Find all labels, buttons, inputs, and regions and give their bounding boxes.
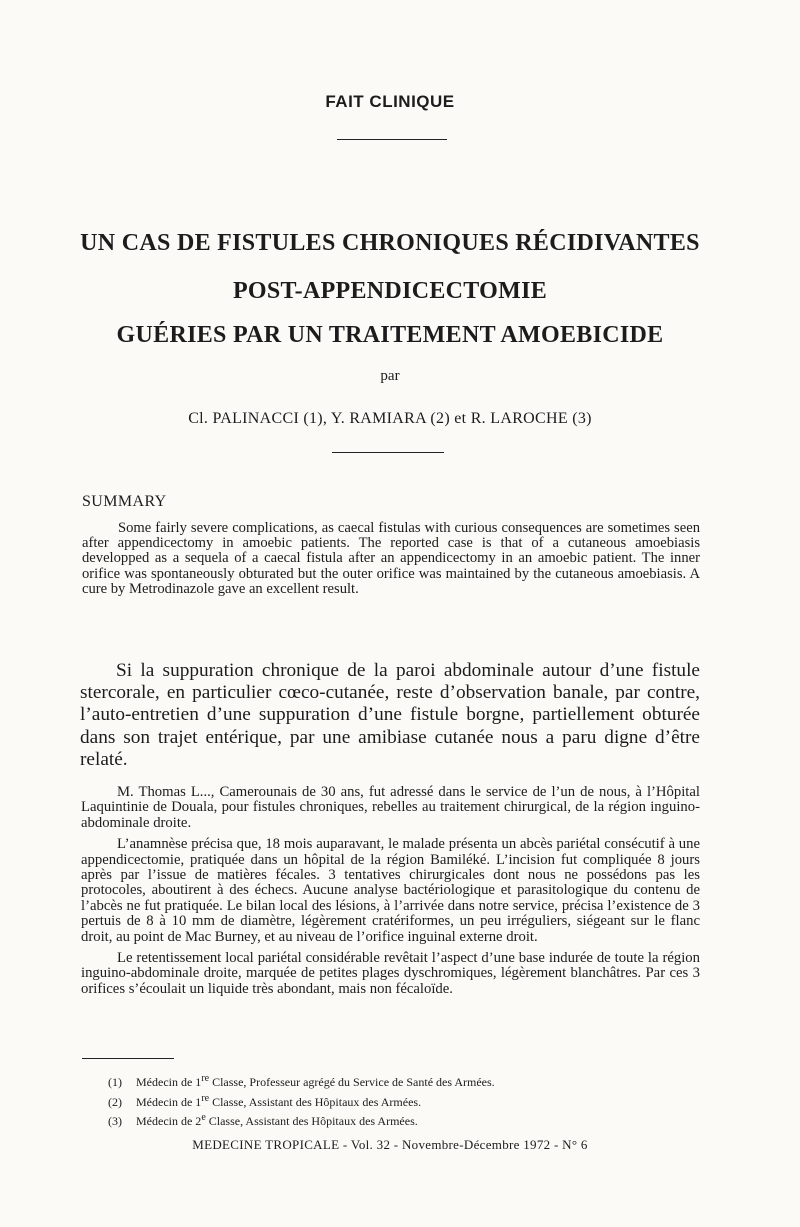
author-list: Cl. PALINACCI (1), Y. RAMIARA (2) et R. LAROCHE (3) xyxy=(188,410,592,427)
authors-divider xyxy=(332,452,444,453)
article-title-line-2: POST-APPENDICECTOMIE xyxy=(232,278,548,304)
article-title-line-1: UN CAS DE FISTULES CHRONIQUES RÉCIDIVANTES xyxy=(80,230,700,256)
journal-footer: MEDECINE TROPICALE - Vol. 32 - Novembre-Décembre 1972 - N° 6 xyxy=(192,1137,588,1152)
title-divider-top xyxy=(337,139,447,140)
footnotes xyxy=(108,1071,708,1130)
footnote-item xyxy=(108,1071,708,1091)
footnote-text: Médecin de 1 xyxy=(136,1094,202,1109)
footnote-text: Médecin de 1 xyxy=(136,1075,202,1089)
summary-paragraph: Some fairly severe complications, as caecal fistulas with curious consequences are sometimes seen after appendicectomy in amoebic patients. The reported case is that of a cutaneous amoebiasis developped as a sequela of a caecal fistula after an appendicectomy in an amoebic patient. The inner orifice was spontaneously obturated but the outer orifice was maintained by the cutaneous amoebiasis. A cure by Metrodinazole gave an excellent result. xyxy=(82,520,700,597)
footnote-number: (3) xyxy=(108,1114,122,1128)
footnote-superscript: e xyxy=(201,1112,206,1123)
intro-paragraph: Si la suppuration chronique de la paroi abdominale autour d’une fistule stercorale, en particulier cœco-cutanée, reste d’observation banale, par contre, l’auto-entretien d’une suppuration d’une fistule borgne, partiellement obturée dans son trajet entérique, par une amibiase cutanée nous a paru digne d’être relaté. xyxy=(80,660,700,770)
footnote-text: Classe, Professeur agrégé du Service de Santé des Armées. xyxy=(209,1075,495,1089)
body-paragraph: Le retentissement local pariétal considérable revêtait l’aspect d’une base indurée de toute la région inguino-abdominale droite, marquée de petites plages dyschromiques, légèrement blanchâtres. Par ces 3 orifices s’écoulait un liquide très abondant, mais non fécaloïde. xyxy=(81,950,700,997)
byline-par: par xyxy=(380,368,400,384)
footnote-number: (1) xyxy=(108,1075,122,1089)
footnote-item xyxy=(108,1091,708,1111)
footnote-text: Classe, Assistant des Hôpitaux des Armées. xyxy=(209,1094,422,1109)
footnote-text: Médecin de 2 xyxy=(136,1114,202,1128)
footnote-divider xyxy=(82,1058,174,1059)
footnote-item xyxy=(108,1110,708,1130)
summary-heading: SUMMARY xyxy=(82,493,167,510)
body-paragraph: L’anamnèse précisa que, 18 mois auparavant, le malade présenta un abcès pariétal consécutif à une appendicectomie, pratiquée dans un hôpital de la région Bamiléké. L’incision fut compliquée 8 jours après par l’issue de matières fécales. 3 tentatives chirurgicales dont nous ne possédons pas les protocoles, aboutirent à des échecs. Aucune analyse bactériologique et parasitologique du contenu de l’abcès ne fut pratiquée. Le bilan local des lésions, à l’arrivée dans notre service, précisa l’existence de 3 pertuis de 8 à 10 mm de diamètre, légèrement cratériformes, un peu irréguliers, siégeant sur le flanc droit, au point de Mac Burney, et au niveau de l’orifice inguinal externe droit. xyxy=(81,836,700,945)
article-body xyxy=(81,785,700,1003)
footnote-text: Classe, Assistant des Hôpitaux des Armées. xyxy=(205,1114,418,1128)
body-paragraph: M. Thomas L..., Camerounais de 30 ans, fut adressé dans le service de l’un de nous, à l’Hôpital Laquintinie de Douala, pour fistules chroniques, rebelles au traitement chirurgical, de la région inguino-abdominale droite. xyxy=(81,784,700,831)
article-title-line-3: GUÉRIES PAR UN TRAITEMENT AMOEBICIDE xyxy=(116,322,664,348)
footnote-superscript: re xyxy=(201,1073,210,1084)
footnote-number: (2) xyxy=(108,1094,122,1109)
footnote-superscript: re xyxy=(201,1092,210,1104)
section-label: FAIT CLINIQUE xyxy=(325,92,455,111)
